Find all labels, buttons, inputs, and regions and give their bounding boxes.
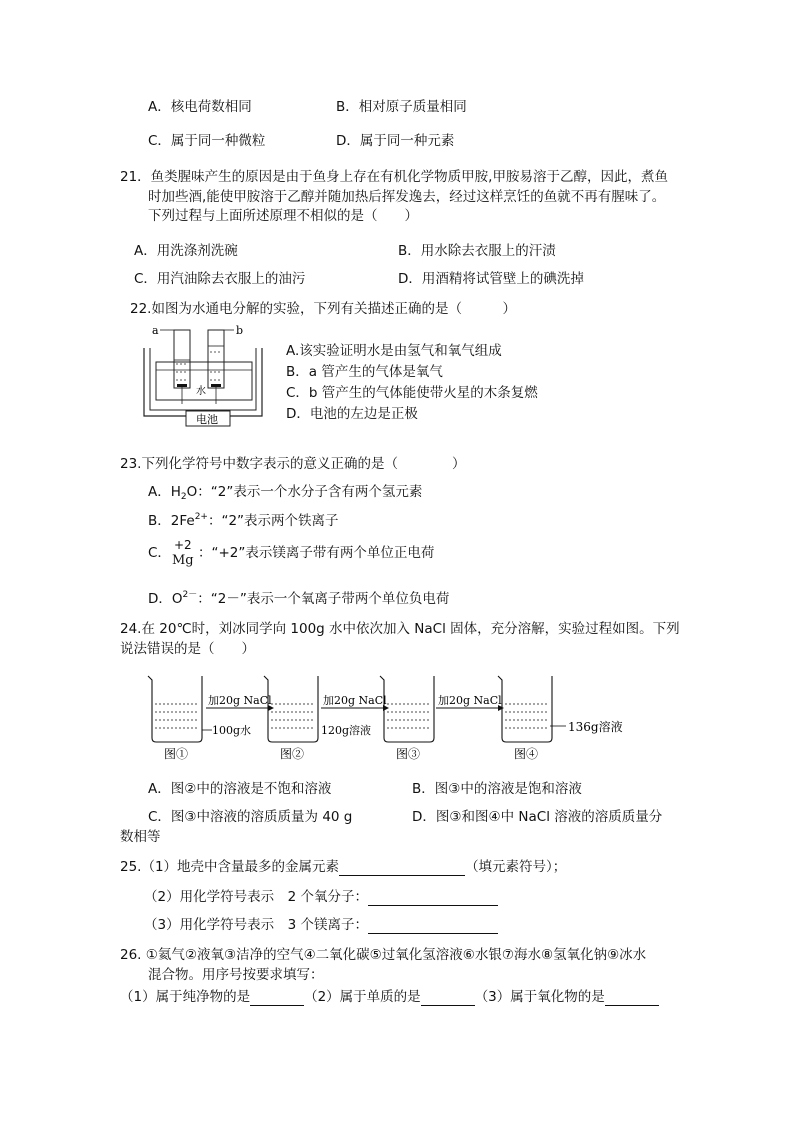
q23-option-c-symbol: Mg bbox=[172, 553, 194, 568]
beaker-2 bbox=[264, 676, 318, 742]
q24-option-b: B．图③中的溶液是饱和溶液 bbox=[412, 781, 582, 797]
trough-outer bbox=[144, 348, 262, 416]
side-label-1: 100g水 bbox=[212, 724, 252, 737]
add-label-1: 加20g NaCl bbox=[208, 694, 272, 707]
q23-option-c-charge: +2 bbox=[174, 538, 192, 552]
beaker-4 bbox=[498, 676, 552, 742]
q23-option-b: B．$2Fe^{2+}$：“2”表示两个铁离子 bbox=[148, 512, 339, 529]
q21-stem-line2: 时加些酒,能使甲胺溶于乙醇并随加热后挥发逸去，经过这样烹饪的鱼就不再有腥味了。 bbox=[148, 189, 666, 205]
q20-option-d: D．属于同一种元素 bbox=[336, 133, 455, 149]
q21-option-d: D．用酒精将试管壁上的碘洗掉 bbox=[398, 271, 584, 287]
q24-option-d-cont: 数相等 bbox=[120, 829, 161, 845]
q26-blank-3[interactable] bbox=[605, 991, 659, 1006]
add-label-2: 加20g NaCl bbox=[323, 694, 387, 707]
electrode-a bbox=[177, 384, 187, 387]
side-label-2: 120g溶液 bbox=[321, 724, 372, 737]
q26-blank-1[interactable] bbox=[250, 991, 304, 1006]
caption-2: 图② bbox=[280, 747, 305, 761]
caption-4: 图④ bbox=[514, 747, 539, 761]
q23-option-d: D．$O^{2-}$：“2－”表示一个氧离子带两个单位负电荷 bbox=[148, 590, 450, 607]
label-b: b bbox=[236, 324, 244, 337]
q23-stem: 23.下列化学符号中数字表示的意义正确的是（ ） bbox=[120, 456, 466, 472]
add-label-3: 加20g NaCl bbox=[438, 694, 502, 707]
q23-option-c-prefix: C． bbox=[148, 545, 171, 561]
caption-3: 图③ bbox=[396, 747, 421, 761]
q25-line3: （3）用化学符号表示 3 个镁离子： bbox=[144, 916, 498, 934]
q21-option-b: B．用水除去衣服上的汗渍 bbox=[398, 243, 556, 259]
q24-stem-line2: 说法错误的是（ ） bbox=[120, 641, 255, 657]
q25-line2: （2）用化学符号表示 2 个氧分子： bbox=[144, 888, 498, 906]
q22-option-a: A.该实验证明水是由氢气和氧气组成 bbox=[286, 343, 502, 359]
q22-option-d: D．电池的左边是正极 bbox=[286, 406, 418, 422]
q25-blank-2[interactable] bbox=[368, 891, 498, 906]
q25-blank-3[interactable] bbox=[368, 919, 498, 934]
q26-blank-2[interactable] bbox=[421, 991, 475, 1006]
battery-label: 电池 bbox=[196, 413, 218, 426]
tube-b bbox=[208, 330, 224, 388]
q24-option-d: D．图③和图④中 NaCl 溶液的溶质质量分 bbox=[412, 809, 663, 825]
beaker-1 bbox=[148, 676, 202, 742]
q20-option-b: B．相对原子质量相同 bbox=[336, 99, 467, 115]
q24-stem-line1: 24.在 20℃时，刘冰同学向 100g 水中依次加入 NaCl 固体，充分溶解，实验过程如图。下列 bbox=[120, 621, 680, 637]
q26-line3: （1）属于纯净物的是 （2）属于单质的是 （3）属于氧化物的是 bbox=[120, 988, 659, 1006]
q25-blank-1[interactable] bbox=[339, 861, 465, 876]
q22-option-c: C．b 管产生的气体能使带火星的木条复燃 bbox=[286, 385, 538, 401]
trough-inner bbox=[150, 348, 256, 410]
electrode-b bbox=[211, 384, 221, 387]
q24-option-c: C．图③中溶液的溶质质量为 40 g bbox=[148, 809, 353, 825]
q22-stem: 22.如图为水通电分解的实验，下列有关描述正确的是（ ） bbox=[130, 301, 516, 317]
dissolution-figure bbox=[140, 668, 640, 768]
water-label: 水 bbox=[196, 386, 206, 397]
q25-line1: 25.（1）地壳中含量最多的金属元素 （填元素符号）； bbox=[120, 859, 567, 875]
q23-option-a: A．$H_2O$：“2”表示一个水分子含有两个氢元素 bbox=[148, 484, 423, 502]
caption-1: 图① bbox=[164, 747, 189, 761]
side-label-4: 136g溶液 bbox=[568, 720, 623, 734]
tube-a bbox=[174, 330, 190, 388]
q21-stem-line3: 下列过程与上面所述原理不相似的是（ ） bbox=[148, 208, 418, 224]
q20-option-a: A．核电荷数相同 bbox=[148, 99, 252, 115]
q24-option-a: A．图②中的溶液是不饱和溶液 bbox=[148, 781, 332, 797]
q26-line1: 26. ①氦气②液氧③洁净的空气④二氧化碳⑤过氧化氢溶液⑥水银⑦海水⑧氢氧化钠⑨冰水 bbox=[120, 947, 647, 963]
q21-option-c: C．用汽油除去衣服上的油污 bbox=[134, 271, 306, 287]
q21-option-a: A．用洗涤剂洗碗 bbox=[134, 243, 238, 259]
q23-option-c-text: ：“+2”表示镁离子带有两个单位正电荷 bbox=[198, 545, 435, 561]
beaker-3 bbox=[380, 676, 434, 742]
q21-stem-line1: 21．鱼类腥味产生的原因是由于鱼身上存在有机化学物质甲胺,甲胺易溶于乙醇，因此，煮鱼 bbox=[120, 169, 668, 185]
q26-line2: 混合物。用序号按要求填写： bbox=[148, 967, 324, 983]
q22-option-b: B．a 管产生的气体是氧气 bbox=[286, 364, 443, 380]
label-a: a bbox=[152, 324, 159, 337]
electrolysis-apparatus bbox=[136, 318, 276, 428]
q20-option-c: C．属于同一种微粒 bbox=[148, 133, 266, 149]
